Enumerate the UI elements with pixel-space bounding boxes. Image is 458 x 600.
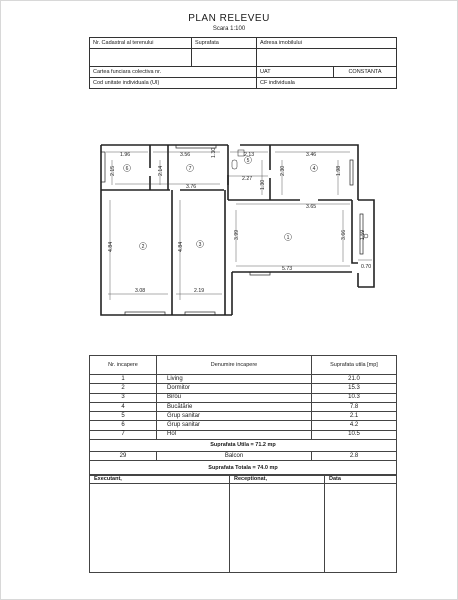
room-name: Bucătărie <box>157 402 312 411</box>
table-row <box>90 402 397 411</box>
dim-label: 3.65 <box>306 204 317 210</box>
data-label: Data <box>325 475 397 484</box>
room-markers <box>124 157 318 251</box>
room-nr: 4 <box>90 402 157 411</box>
room-area: 15.3 <box>312 384 397 393</box>
table-row <box>90 452 397 461</box>
dim-label: 5.73 <box>282 266 293 272</box>
room-marker-1-label: 1 <box>286 235 290 241</box>
room-area: 2.1 <box>312 412 397 421</box>
room-nr: 2 <box>90 384 157 393</box>
dim-label: 4.84 <box>108 241 114 252</box>
executant-signature-area <box>90 484 230 573</box>
dim-label: 2.19 <box>194 288 205 294</box>
room-area: 10.3 <box>312 393 397 402</box>
dim-label: 0.70 <box>361 264 372 270</box>
dim-label: 2.14 <box>158 165 164 176</box>
room-nr: 5 <box>90 412 157 421</box>
page-title: PLAN RELEVEU <box>188 13 270 24</box>
room-marker-2-label: 2 <box>141 244 145 250</box>
dim-label: 1.59 <box>360 229 366 240</box>
table-row <box>90 393 397 402</box>
adresa-label: Adresa imobilului <box>257 38 397 49</box>
carte-funciara-label: Cartea funciara colectiva nr. <box>90 67 257 78</box>
nr-cadastral-label: Nr. Cadastral al terenului <box>90 38 192 49</box>
table-row <box>90 412 397 421</box>
table-row <box>90 421 397 430</box>
room-marker-5-label: 5 <box>246 158 250 164</box>
table-row <box>90 430 397 439</box>
dim-label: 1.30 <box>260 179 266 190</box>
room-nr: 3 <box>90 393 157 402</box>
dim-label: 3.99 <box>234 229 240 240</box>
room-nr: 1 <box>90 375 157 384</box>
signature-table <box>89 474 397 573</box>
dim-label: 2.13 <box>244 152 255 158</box>
dimension-lines <box>106 152 372 300</box>
executant-label: Executant, <box>90 475 230 484</box>
room-name: Dormitor <box>157 384 312 393</box>
balcon-name: Balcon <box>157 452 312 461</box>
dim-label: 1.30 <box>211 147 217 158</box>
dim-label: 3.08 <box>135 288 146 294</box>
room-name: Grup sanitar <box>157 421 312 430</box>
rooms-table <box>89 355 397 476</box>
dim-label: 3.46 <box>306 152 317 158</box>
room-name: Grup sanitar <box>157 412 312 421</box>
room-area: 4.2 <box>312 421 397 430</box>
room-name: Hol <box>157 430 312 439</box>
dim-label: 2.15 <box>110 165 116 176</box>
room-marker-3-label: 3 <box>198 242 202 248</box>
room-name: Living <box>157 375 312 384</box>
room-nr: 7 <box>90 430 157 439</box>
col-nr-header: Nr. incapere <box>90 356 157 375</box>
table-row <box>90 375 397 384</box>
scale-label: Scara 1:100 <box>212 26 246 32</box>
dim-label: 2.30 <box>280 165 286 176</box>
room-area: 21.0 <box>312 375 397 384</box>
dim-label: 1.96 <box>120 152 131 158</box>
col-area-header: Suprafata utila [mp] <box>312 356 397 375</box>
room-area: 7.8 <box>312 402 397 411</box>
receptionat-signature-area <box>230 484 325 573</box>
room-area: 10.5 <box>312 430 397 439</box>
room-marker-6-label: 6 <box>125 166 129 172</box>
fixtures <box>232 150 368 238</box>
room-marker-4-label: 4 <box>312 166 316 172</box>
dim-label: 2.27 <box>242 176 253 182</box>
room-name: Birou <box>157 393 312 402</box>
col-name-header: Denumire incapere <box>157 356 312 375</box>
balcon-area: 2.8 <box>312 452 397 461</box>
uat-label: UAT <box>257 67 334 78</box>
suprafata-totala: Suprafata Totala = 74.0 mp <box>90 461 397 476</box>
dim-label: 3.66 <box>341 229 347 240</box>
table-row <box>90 384 397 393</box>
dim-label: 3.76 <box>186 184 197 190</box>
suprafata-utila-total: Suprafata Utila = 71.2 mp <box>90 440 397 452</box>
room-marker-7-label: 7 <box>188 166 192 172</box>
room-nr: 6 <box>90 421 157 430</box>
cf-individuala-label: CF individuala <box>257 78 397 89</box>
dim-label: 3.56 <box>180 152 191 158</box>
dim-label: 4.84 <box>178 241 184 252</box>
suprafata-label: Suprafata <box>192 38 257 49</box>
receptionat-label: Receptionat, <box>230 475 325 484</box>
dim-label: 1.98 <box>336 165 342 176</box>
data-area <box>325 484 397 573</box>
cod-unitate-label: Cod unitate individuala (UI) <box>90 78 257 89</box>
uat-value: CONSTANTA <box>334 67 397 78</box>
balcon-nr: 29 <box>90 452 157 461</box>
